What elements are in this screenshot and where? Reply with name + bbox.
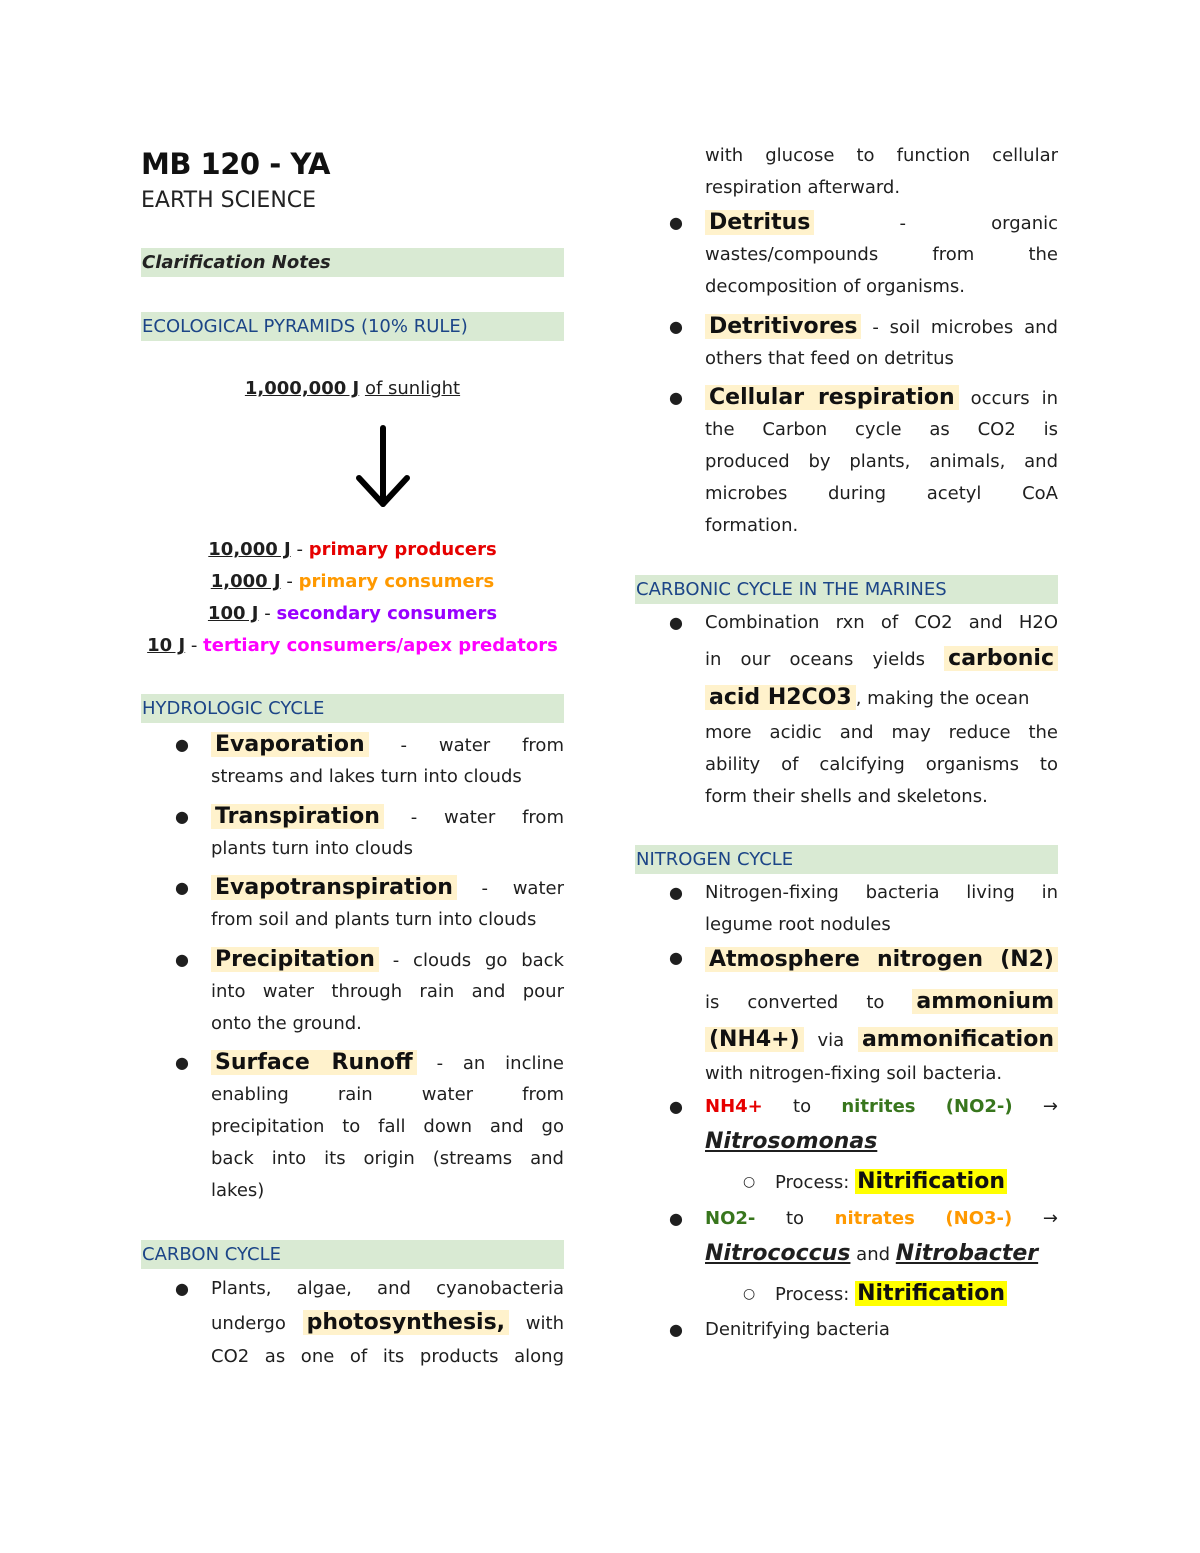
bullet-icon: ● (175, 1279, 189, 1298)
bullet-icon: ● (175, 950, 189, 969)
pyramid-level-3: 100 J - secondary consumers (207, 603, 498, 624)
section-carbon-cycle: CARBON CYCLE (141, 1240, 564, 1269)
sunlight-line (141, 377, 564, 401)
page-title: MB 120 - YA (141, 147, 330, 181)
bullet-icon: ● (669, 1320, 683, 1339)
section-clarification: Clarification Notes (141, 248, 564, 277)
bullet-icon: ● (175, 735, 189, 754)
bullet-icon: ● (175, 1053, 189, 1072)
bullet-icon: ● (669, 948, 683, 967)
bullet-icon: ● (669, 213, 683, 232)
circle-bullet-icon: ○ (743, 1174, 756, 1190)
section-ecological-pyramids: ECOLOGICAL PYRAMIDS (10% RULE) (141, 312, 564, 341)
bullet-icon: ● (175, 807, 189, 826)
bullet-icon: ● (669, 388, 683, 407)
pyramid-level-4: 10 J - tertiary consumers/apex predators (147, 635, 558, 656)
bullet-icon: ● (669, 317, 683, 336)
sunlight-value: 1,000,000 J (244, 378, 360, 399)
bullet-icon: ● (669, 1097, 683, 1116)
circle-bullet-icon: ○ (743, 1286, 756, 1302)
section-nitrogen-cycle: NITROGEN CYCLE (635, 845, 1058, 874)
section-carbonic-cycle-marines: CARBONIC CYCLE IN THE MARINES (635, 575, 1058, 604)
right-arrow-icon: → (1042, 1096, 1058, 1117)
pyramid-level-2: 1,000 J - primary consumers (210, 571, 495, 592)
bullet-icon: ● (669, 883, 683, 902)
bullet-icon: ● (175, 878, 189, 897)
sunlight-label: of sunlight (364, 378, 461, 399)
page-subtitle: EARTH SCIENCE (141, 188, 317, 213)
document-page: MB 120 - YA EARTH SCIENCE Clarification Notes ECOLOGICAL PYRAMIDS (10% RULE) 1,000,000 J of sunlight 10,000 J - primary producers 1,000 J - primary consumers 100 J - secondary consumers 10 J - tertiary consumers/apex predators HYDROLOGIC CYCLE ● Evaporation - water from streams and lakes turn into clouds ● Transpiration - water from plants turn into clouds ● Evapotranspiration - water from soil and plants turn into clouds ● Precipitation - clouds go back into water through rain and pour onto the ground. ● Surface Runoff - an incline enabling rain water from precipitation to fall down and go back into its origin (streams and lakes) CARBON CYCLE ● Plants, algae, and cyanobacteria undergo photosynthesis, with CO2 as one of its products along with glucose to function cellular respiration afterward. ● Detritus - organic wastes/compounds from the decomposition of organisms. ● Detritivores - soil microbes and others that feed on detritus ● Cellular respiration occurs in the Carbon cycle as CO2 is produced by plants, animals, and microbes during acetyl CoA formation. CARBONIC CYCLE IN THE MARINES ● Combination rxn of CO2 and H2O in our oceans yields carbonic acid H2CO3 , making the ocean more acidic and may reduce the ability of calcifying organisms to form their shells and skeletons. NITROGEN CYCLE ● Nitrogen-fixing bacteria living in legume root nodules ● Atmosphere nitrogen (N2) is converted to ammonium (NH4+) via ammonification with nitrogen-fixing soil bacteria. ● NH4+ to nitrites (NO2-) → Nitrosomonas ○ Process: Nitrification ● NO2- to nitrates (NO3-) → Nitrococcus and Nitrobacter ○ Process: Nitrification ● Denitrifying bacteria (141, 145, 1058, 1367)
down-arrow-icon (353, 420, 413, 520)
bullet-icon: ● (669, 613, 683, 632)
right-arrow-icon: → (1042, 1208, 1058, 1229)
bullet-icon: ● (669, 1209, 683, 1228)
section-hydrologic-cycle: HYDROLOGIC CYCLE (141, 694, 564, 723)
pyramid-level-1: 10,000 J - primary producers (208, 539, 497, 560)
